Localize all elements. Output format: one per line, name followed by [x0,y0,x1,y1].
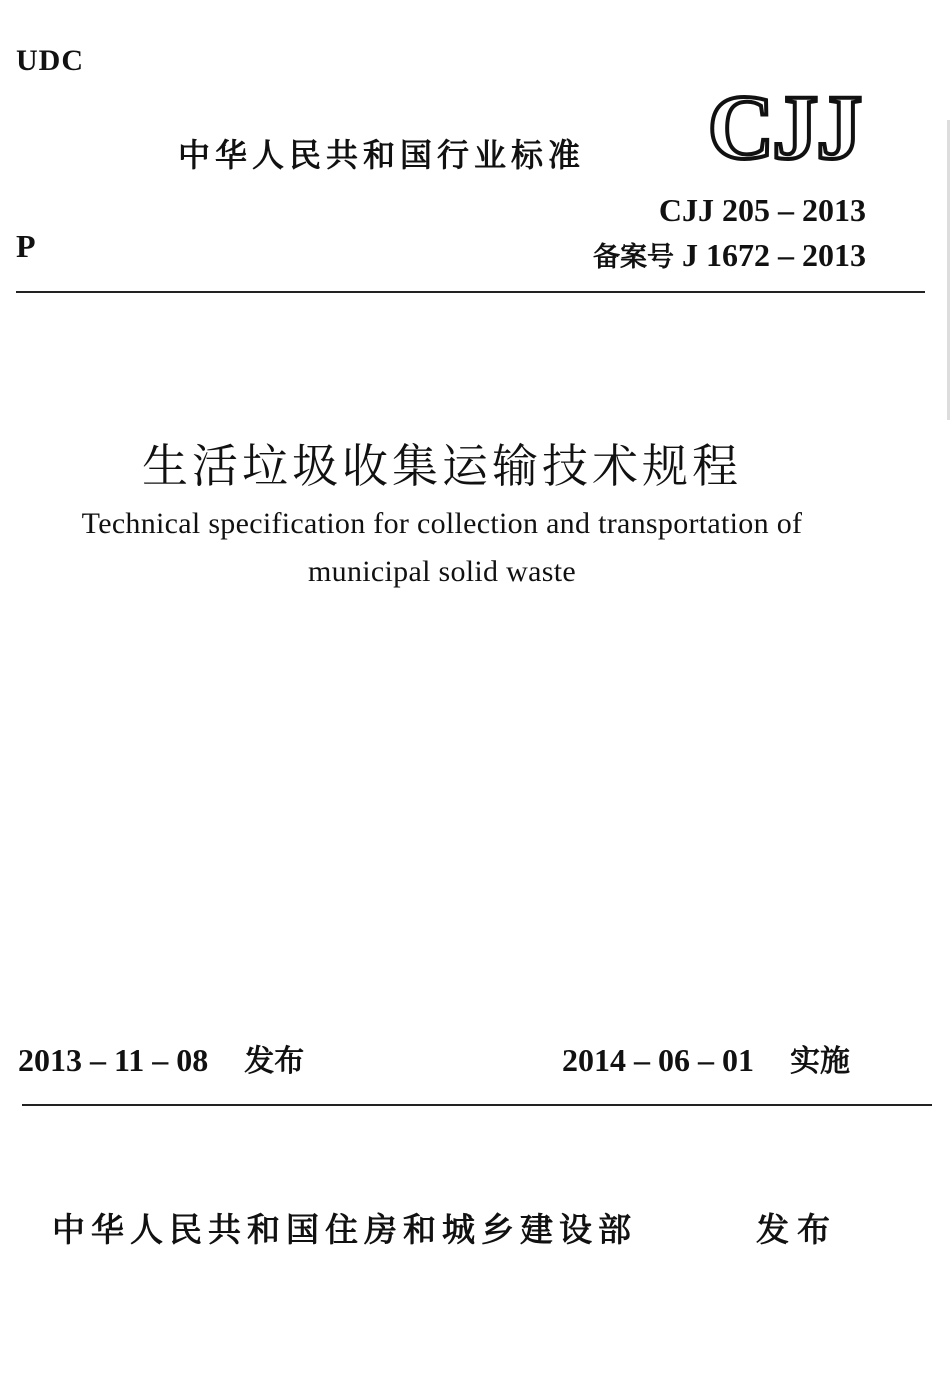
standard-code: CJJ 205 – 2013 [658,192,866,228]
record-code: J 1672 – 2013 [682,237,866,273]
logo-text: CJJ [707,80,861,170]
cjj-logo [698,80,870,174]
udc-label: UDC [16,44,84,77]
document-title-english-line2: municipal solid waste [308,555,576,588]
document-title-english-line1: Technical specification for collection and transportation of [81,507,803,540]
record-number [593,235,866,274]
implement-date: 2014 – 06 – 01 [562,1042,754,1078]
document-title-chinese: 生活垃圾收集运输技术规程 [142,439,742,493]
category-code: P [16,228,36,264]
implement-date-block [562,1036,850,1080]
issuing-ministry: 中华人民共和国住房和城乡建设部 [52,1210,637,1249]
record-prefix: 备案号 [593,242,674,273]
industry-standard-title: 中华人民共和国行业标准 [178,136,586,174]
issue-date-block [18,1036,304,1080]
issue-date: 2013 – 11 – 08 [18,1042,209,1078]
header-divider [16,291,925,293]
issue-label: 发布 [244,1044,305,1079]
footer-divider [22,1104,932,1106]
publish-label: 发布 [756,1210,838,1249]
implement-label: 实施 [790,1044,850,1079]
